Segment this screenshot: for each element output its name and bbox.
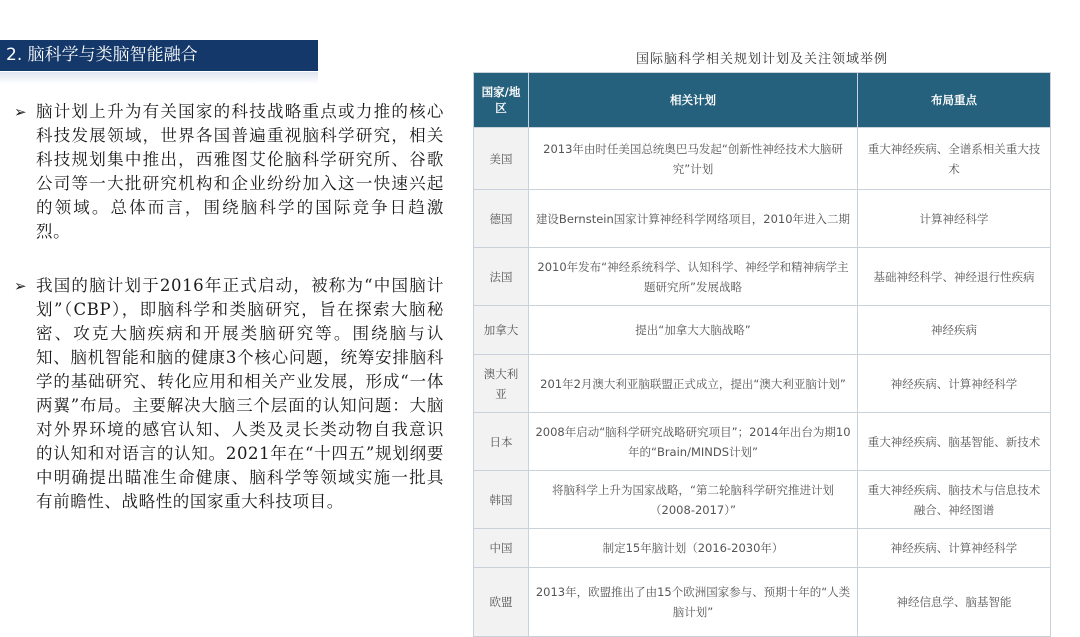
cell-country: 中国 xyxy=(474,529,529,568)
bullet-text: 我国的脑计划于2016年正式启动，被称为“中国脑计划”（CBP），即脑科学和类脑研究，旨在探索大脑秘密、攻克大脑疾病和开展类脑研究等。围绕脑与认知、脑机智能和脑的健康3个核心问题，统筹安排脑科学的基础研究、转化应用和相关产业发展，形成“一体两翼”布局。主要解决大脑三个层面的认知问题：大脑对外界环境的感官认知、人类及灵长类动物自我意识的认知和对语言的认知。2021年在“十四五”规划纲要中明确提出瞄准生命健康、脑科学等领域实施一批具有前瞻性、战略性的国家重大科技项目。 xyxy=(36,276,444,511)
cell-plan: 2010年发布“神经系统科学、认知科学、神经学和精神病学主题研究所”发展战略 xyxy=(529,248,858,306)
table-caption: 国际脑科学相关规划计划及关注领域举例 xyxy=(635,52,888,67)
cell-country: 法国 xyxy=(474,248,529,306)
cell-country: 德国 xyxy=(474,190,529,248)
cell-plan: 制定15年脑计划（2016-2030年） xyxy=(529,529,858,568)
cell-plan: 2013年由时任美国总统奥巴马发起“创新性神经技术大脑研究”计划 xyxy=(529,128,858,190)
header-plan: 相关计划 xyxy=(529,73,858,128)
section-title-banner xyxy=(0,40,318,71)
cell-country: 加拿大 xyxy=(474,306,529,355)
bullet-text: 脑计划上升为有关国家的科技战略重点或力推的核心科技发展领域，世界各国普遍重视脑科学研究，相关科技规划集中推出，西雅图艾伦脑科学研究所、谷歌公司等一大批研究机构和企业纷纷加入这一快速兴起的领域。总体而言，围绕脑科学的国际竞争日趋激烈。 xyxy=(36,102,444,241)
cell-focus: 计算神经科学 xyxy=(858,190,1051,248)
header-focus: 布局重点 xyxy=(858,73,1051,128)
cell-plan: 201年2月澳大利亚脑联盟正式成立，提出“澳大利亚脑计划” xyxy=(529,355,858,413)
cell-plan: 将脑科学上升为国家战略，“第二轮脑科学研究推进计划（2008-2017）” xyxy=(529,471,858,529)
cell-country: 美国 xyxy=(474,128,529,190)
table-header-row xyxy=(474,73,1051,128)
cell-country: 韩国 xyxy=(474,471,529,529)
cell-focus: 神经疾病、计算神经科学 xyxy=(858,355,1051,413)
arrow-bullet-icon: ➢ xyxy=(14,103,27,121)
table-row xyxy=(474,529,1051,568)
cell-plan: 提出“加拿大大脑战略” xyxy=(529,306,858,355)
bullet-list xyxy=(14,100,444,544)
table-row xyxy=(474,128,1051,190)
table-row xyxy=(474,568,1051,637)
cell-focus: 神经疾病 xyxy=(858,306,1051,355)
cell-plan: 建设Bernstein国家计算神经科学网络项目，2010年进入二期 xyxy=(529,190,858,248)
cell-focus: 神经信息学、脑基智能 xyxy=(858,568,1051,637)
bullet-item xyxy=(14,100,444,244)
arrow-bullet-icon: ➢ xyxy=(14,277,27,295)
brain-plans-table xyxy=(473,72,1051,637)
cell-focus: 重大神经疾病、脑技术与信息技术融合、神经图谱 xyxy=(858,471,1051,529)
section-title: 2. 脑科学与类脑智能融合 xyxy=(6,45,198,65)
banner-shadow xyxy=(0,72,318,84)
table-row xyxy=(474,306,1051,355)
table-row xyxy=(474,355,1051,413)
bullet-item xyxy=(14,274,444,514)
cell-focus: 神经疾病、计算神经科学 xyxy=(858,529,1051,568)
table-row xyxy=(474,471,1051,529)
cell-plan: 2013年，欧盟推出了由15个欧洲国家参与、预期十年的“人类脑计划” xyxy=(529,568,858,637)
cell-plan: 2008年启动“脑科学研究战略研究项目”；2014年出台为期10年的“Brain/MINDS计划” xyxy=(529,413,858,471)
table-row xyxy=(474,248,1051,306)
cell-country: 欧盟 xyxy=(474,568,529,637)
cell-focus: 基础神经科学、神经退行性疾病 xyxy=(858,248,1051,306)
cell-focus: 重大神经疾病、全谱系相关重大技术 xyxy=(858,128,1051,190)
cell-country: 澳大利亚 xyxy=(474,355,529,413)
table-row xyxy=(474,413,1051,471)
header-country: 国家/地区 xyxy=(474,73,529,128)
cell-country: 日本 xyxy=(474,413,529,471)
cell-focus: 重大神经疾病、脑基智能、新技术 xyxy=(858,413,1051,471)
table-row xyxy=(474,190,1051,248)
